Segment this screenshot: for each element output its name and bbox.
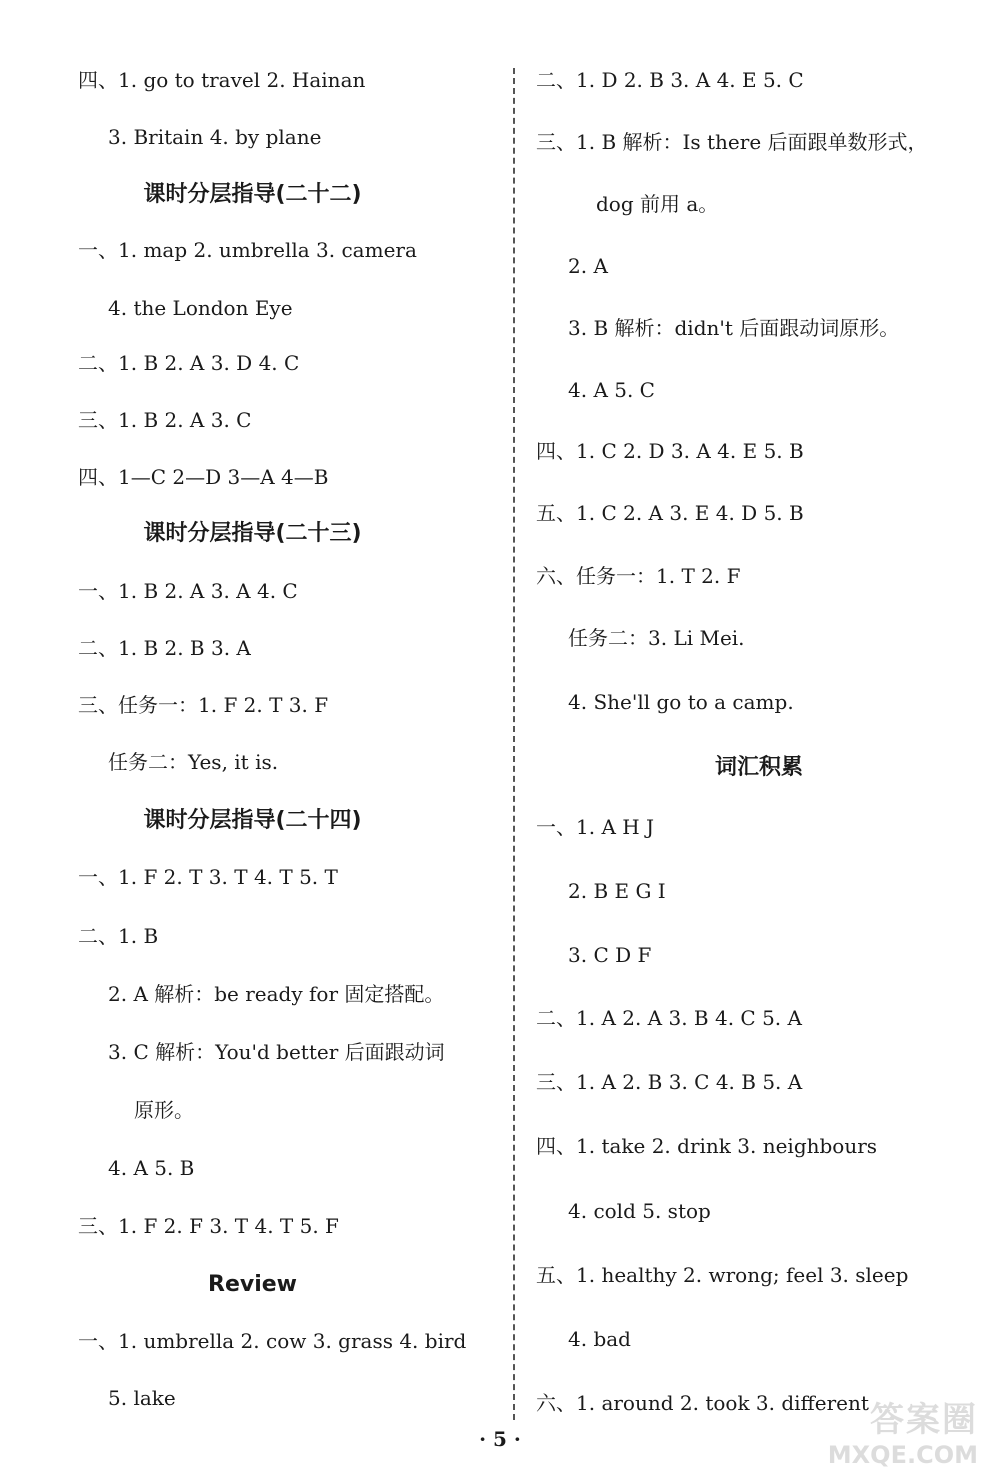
answer-line: 三、1. B 2. A 3. C — [78, 408, 252, 432]
answer-line: 任务二：Yes, it is. — [108, 750, 279, 774]
answer-line: dog 前用 a。 — [596, 192, 719, 216]
answer-line: 二、1. B 2. A 3. D 4. C — [78, 351, 300, 375]
answer-line: 二、1. D 2. B 3. A 4. E 5. C — [536, 68, 804, 92]
answer-line: 一、1. A H J — [536, 815, 655, 839]
answer-line: 六、任务一：1. T 2. F — [536, 564, 741, 588]
answer-line: 五、1. C 2. A 3. E 4. D 5. B — [536, 501, 804, 525]
answer-line: 2. A — [568, 254, 608, 278]
answer-line: 二、1. B 2. B 3. A — [78, 636, 251, 660]
answer-line: 三、1. B 解析：Is there 后面跟单数形式， — [536, 130, 928, 154]
answer-line: 四、1. C 2. D 3. A 4. E 5. B — [536, 439, 804, 463]
answer-line: 六、1. around 2. took 3. different — [536, 1391, 869, 1415]
page-number: · 5 · — [479, 1427, 521, 1451]
answer-line: 四、1—C 2—D 3—A 4—B — [78, 465, 329, 489]
answer-line: 任务二：3. Li Mei. — [568, 626, 745, 650]
answer-line: 四、1. go to travel 2. Hainan — [78, 68, 366, 92]
answer-line: 3. C 解析：You'd better 后面跟动词 — [108, 1040, 445, 1064]
watermark-text: 答案圈 — [870, 1400, 978, 1440]
section-heading: 课时分层指导(二十四) — [143, 808, 362, 833]
answer-line: 2. B E G I — [568, 879, 666, 903]
answer-line: 4. bad — [568, 1327, 631, 1351]
answer-line: 一、1. map 2. umbrella 3. camera — [78, 238, 417, 262]
watermark-logo — [788, 1392, 978, 1472]
column-divider — [513, 68, 515, 1420]
section-heading: 课时分层指导(二十三) — [143, 521, 362, 546]
answer-line: 3. C D F — [568, 943, 652, 967]
answer-line: 5. lake — [108, 1386, 176, 1410]
answer-line: 二、1. B — [78, 924, 159, 948]
answer-line: 4. A 5. B — [108, 1156, 195, 1180]
answer-line: 2. A 解析：be ready for 固定搭配。 — [108, 982, 445, 1006]
answer-line: 4. the London Eye — [108, 296, 293, 320]
section-heading: 课时分层指导(二十二) — [143, 182, 362, 207]
answer-line: 四、1. take 2. drink 3. neighbours — [536, 1134, 878, 1158]
answer-line: 五、1. healthy 2. wrong; feel 3. sleep — [536, 1263, 909, 1287]
section-heading: 词汇积累 — [714, 755, 803, 780]
answer-line: 4. cold 5. stop — [568, 1199, 711, 1223]
answer-line: 3. B 解析：didn't 后面跟动词原形。 — [568, 316, 900, 340]
answer-line: 一、1. B 2. A 3. A 4. C — [78, 579, 298, 603]
answer-line: 4. A 5. C — [568, 378, 655, 402]
section-heading: Review — [208, 1272, 297, 1297]
answer-line: 4. She'll go to a camp. — [568, 690, 794, 714]
answer-line: 3. Britain 4. by plane — [108, 125, 322, 149]
answer-line: 一、1. F 2. T 3. T 4. T 5. T — [78, 865, 338, 889]
answer-line: 原形。 — [134, 1098, 194, 1122]
answer-line: 三、任务一：1. F 2. T 3. F — [78, 693, 329, 717]
answer-line: 一、1. umbrella 2. cow 3. grass 4. bird — [78, 1329, 467, 1353]
answer-line: 三、1. A 2. B 3. C 4. B 5. A — [536, 1070, 803, 1094]
watermark-domain: MXQE.COM — [827, 1441, 978, 1469]
answer-line: 三、1. F 2. F 3. T 4. T 5. F — [78, 1214, 339, 1238]
answer-line: 二、1. A 2. A 3. B 4. C 5. A — [536, 1006, 802, 1030]
